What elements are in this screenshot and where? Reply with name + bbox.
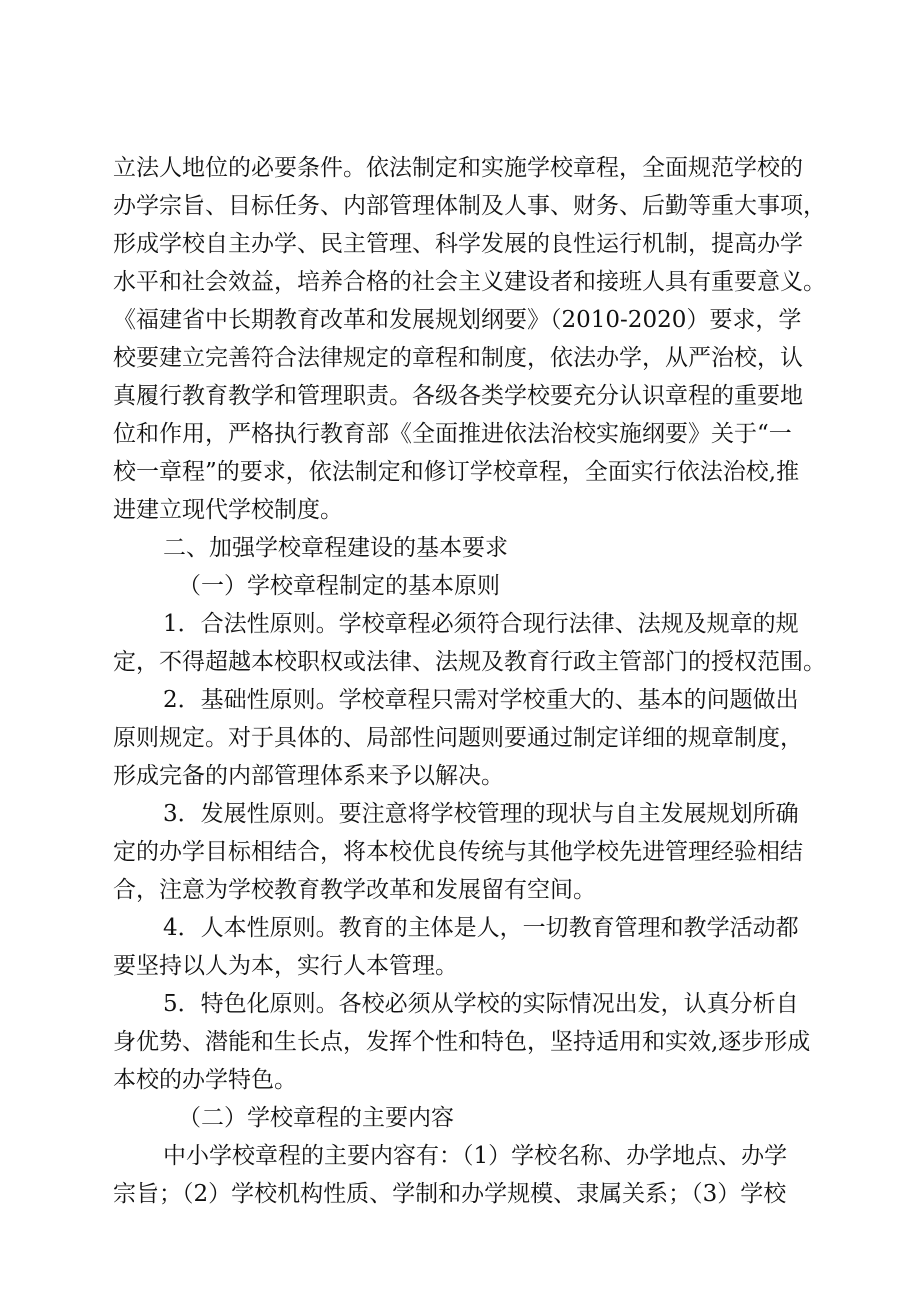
paragraph-line: 形成完备的内部管理体系来予以解决。 [113,763,504,789]
section-heading: 二、加强学校章程建设的基本要求 [163,535,508,561]
paragraph-line: 校一章程”的要求，依法制定和修订学校章程，全面实行依法治校,推 [113,459,800,485]
paragraph-line: 定的办学目标相结合，将本校优良传统与其他学校先进管理经验相结 [113,839,803,865]
paragraph-line: 原则规定。对于具体的、局部性问题则要通过制定详细的规章制度， [113,725,803,751]
principle-item: 5．特色化原则。各校必须从学校的实际情况出发，认真分析自 [163,991,799,1017]
paragraph-line: 水平和社会效益，培养合格的社会主义建设者和接班人具有重要意义。 [113,269,826,295]
paragraph-line: 身优势、潜能和生长点，发挥个性和特色，坚持适用和实效,逐步形成 [113,1029,811,1055]
paragraph-line: 宗旨；（2）学校机构性质、学制和办学规模、隶属关系；（3）学校 [113,1181,787,1207]
paragraph-line: 定，不得超越本校职权或法律、法规及教育行政主管部门的授权范围。 [113,649,826,675]
paragraph-line: 进建立现代学校制度。 [113,497,343,523]
paragraph-line: 合，注意为学校教育教学改革和发展留有空间。 [113,877,596,903]
paragraph-line: 本校的办学特色。 [113,1067,297,1093]
paragraph-line: 位和作用，严格执行教育部《全面推进依法治校实施纲要》关于“一 [113,421,792,447]
principle-item: 4．人本性原则。教育的主体是人，一切教育管理和教学活动都 [163,915,799,941]
principle-item: 2．基础性原则。学校章程只需对学校重大的、基本的问题做出 [163,687,799,713]
principle-item: 3．发展性原则。要注意将学校管理的现状与自主发展规划所确 [163,801,799,827]
paragraph-line: 立法人地位的必要条件。依法制定和实施学校章程，全面规范学校的 [113,155,803,181]
subsection-heading: （一）学校章程制定的基本原则 [178,573,500,599]
paragraph-line: 校要建立完善符合法律规定的章程和制度，依法办学，从严治校，认 [113,345,803,371]
paragraph-line: 要坚持以人为本，实行人本管理。 [113,953,458,979]
paragraph-line: 《福建省中长期教育改革和发展规划纲要》（2010-2020）要求，学 [113,307,802,333]
paragraph-line: 真履行教育教学和管理职责。各级各类学校要充分认识章程的重要地 [113,383,803,409]
paragraph-line: 中小学校章程的主要内容有：（1）学校名称、办学地点、办学 [163,1143,788,1169]
subsection-heading: （二）学校章程的主要内容 [178,1105,454,1131]
principle-item: 1．合法性原则。学校章程必须符合现行法律、法规及规章的规 [163,611,799,637]
paragraph-line: 办学宗旨、目标任务、内部管理体制及人事、财务、后勤等重大事项， [113,193,826,219]
paragraph-line: 形成学校自主办学、民主管理、科学发展的良性运行机制，提高办学 [113,231,803,257]
